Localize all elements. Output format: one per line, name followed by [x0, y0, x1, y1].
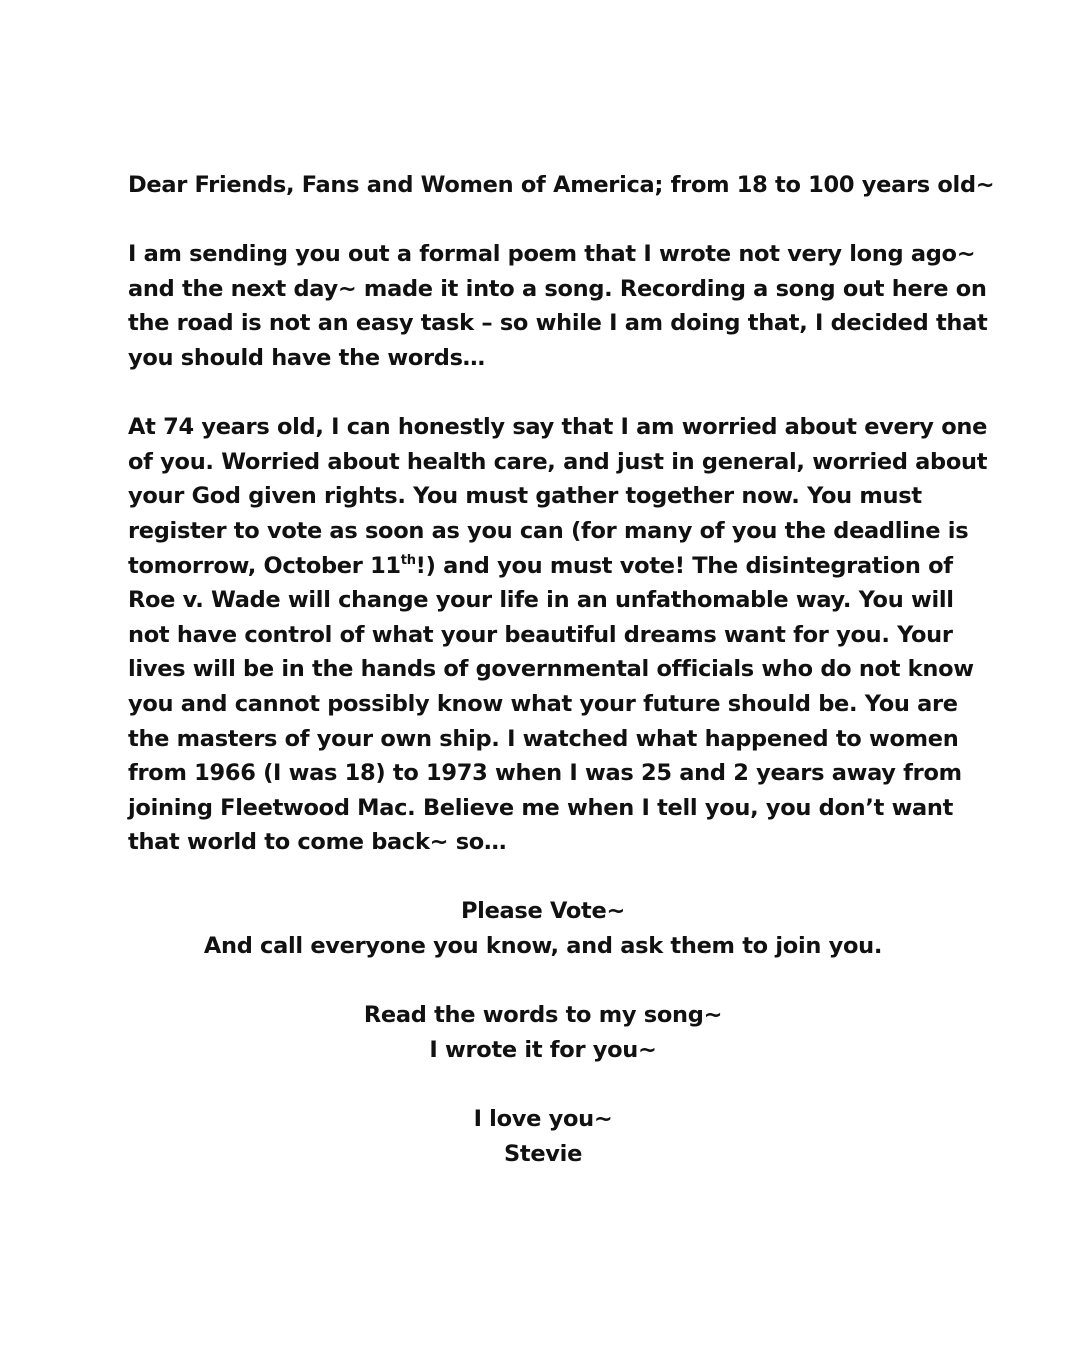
- text-line: of you. Worried about health care, and just in general, worried about: [128, 448, 988, 475]
- letter-body: [128, 168, 995, 1171]
- text-line: you should have the words…: [128, 344, 485, 371]
- paragraph-vote-appeal: [128, 410, 988, 860]
- deadline-text-after: !) and you must vote! The disintegration of: [415, 552, 953, 579]
- text-line: I am sending you out a formal poem that I wrote not very long ago~: [128, 241, 976, 268]
- call-everyone-line: And call everyone you know, and ask them to join you.: [203, 933, 883, 960]
- spacer: [128, 860, 958, 895]
- text-line: from 1966 (I was 18) to 1973 when I was 25 and 2 years away from: [128, 760, 962, 787]
- spacer: [128, 1067, 958, 1102]
- spacer: [128, 964, 958, 999]
- text-line: and the next day~ made it into a song. Recording a song out here on: [128, 275, 987, 302]
- read-words-line: Read the words to my song~: [363, 1002, 723, 1029]
- text-line: At 74 years old, I can honestly say that I am worried about every one: [128, 414, 988, 441]
- deadline-text: tomorrow, October 11: [128, 552, 401, 579]
- signature: Stevie: [503, 1140, 583, 1167]
- text-line: not have control of what your beautiful dreams want for you. Your: [128, 621, 953, 648]
- text-line: your God given rights. You must gather together now. You must: [128, 483, 922, 510]
- text-line: register to vote as soon as you can (for many of you the deadline is: [128, 517, 969, 544]
- text-line: that world to come back~ so…: [128, 829, 507, 856]
- ordinal-suffix: th: [400, 552, 416, 568]
- text-line: joining Fleetwood Mac. Believe me when I tell you, you don’t want: [128, 794, 954, 821]
- spacer: [128, 376, 958, 411]
- text-line: lives will be in the hands of governmental officials who do not know: [128, 656, 974, 683]
- text-line: Roe v. Wade will change your life in an unfathomable way. You will: [128, 587, 954, 614]
- closing-block: [128, 894, 958, 1171]
- wrote-it-line: I wrote it for you~: [429, 1036, 657, 1063]
- love-you-line: I love you~: [473, 1106, 613, 1133]
- please-vote-line: Please Vote~: [460, 898, 626, 925]
- spacer: [128, 203, 958, 238]
- salutation: Dear Friends, Fans and Women of America; from 18 to 100 years old~: [128, 172, 995, 198]
- text-line: the masters of your own ship. I watched what happened to women: [128, 725, 959, 752]
- text-line: the road is not an easy task – so while I am doing that, I decided that: [128, 310, 988, 337]
- text-line: you and cannot possibly know what your future should be. You are: [128, 690, 958, 717]
- text-line-deadline: [128, 549, 958, 584]
- paragraph-poem-intro: [128, 237, 988, 375]
